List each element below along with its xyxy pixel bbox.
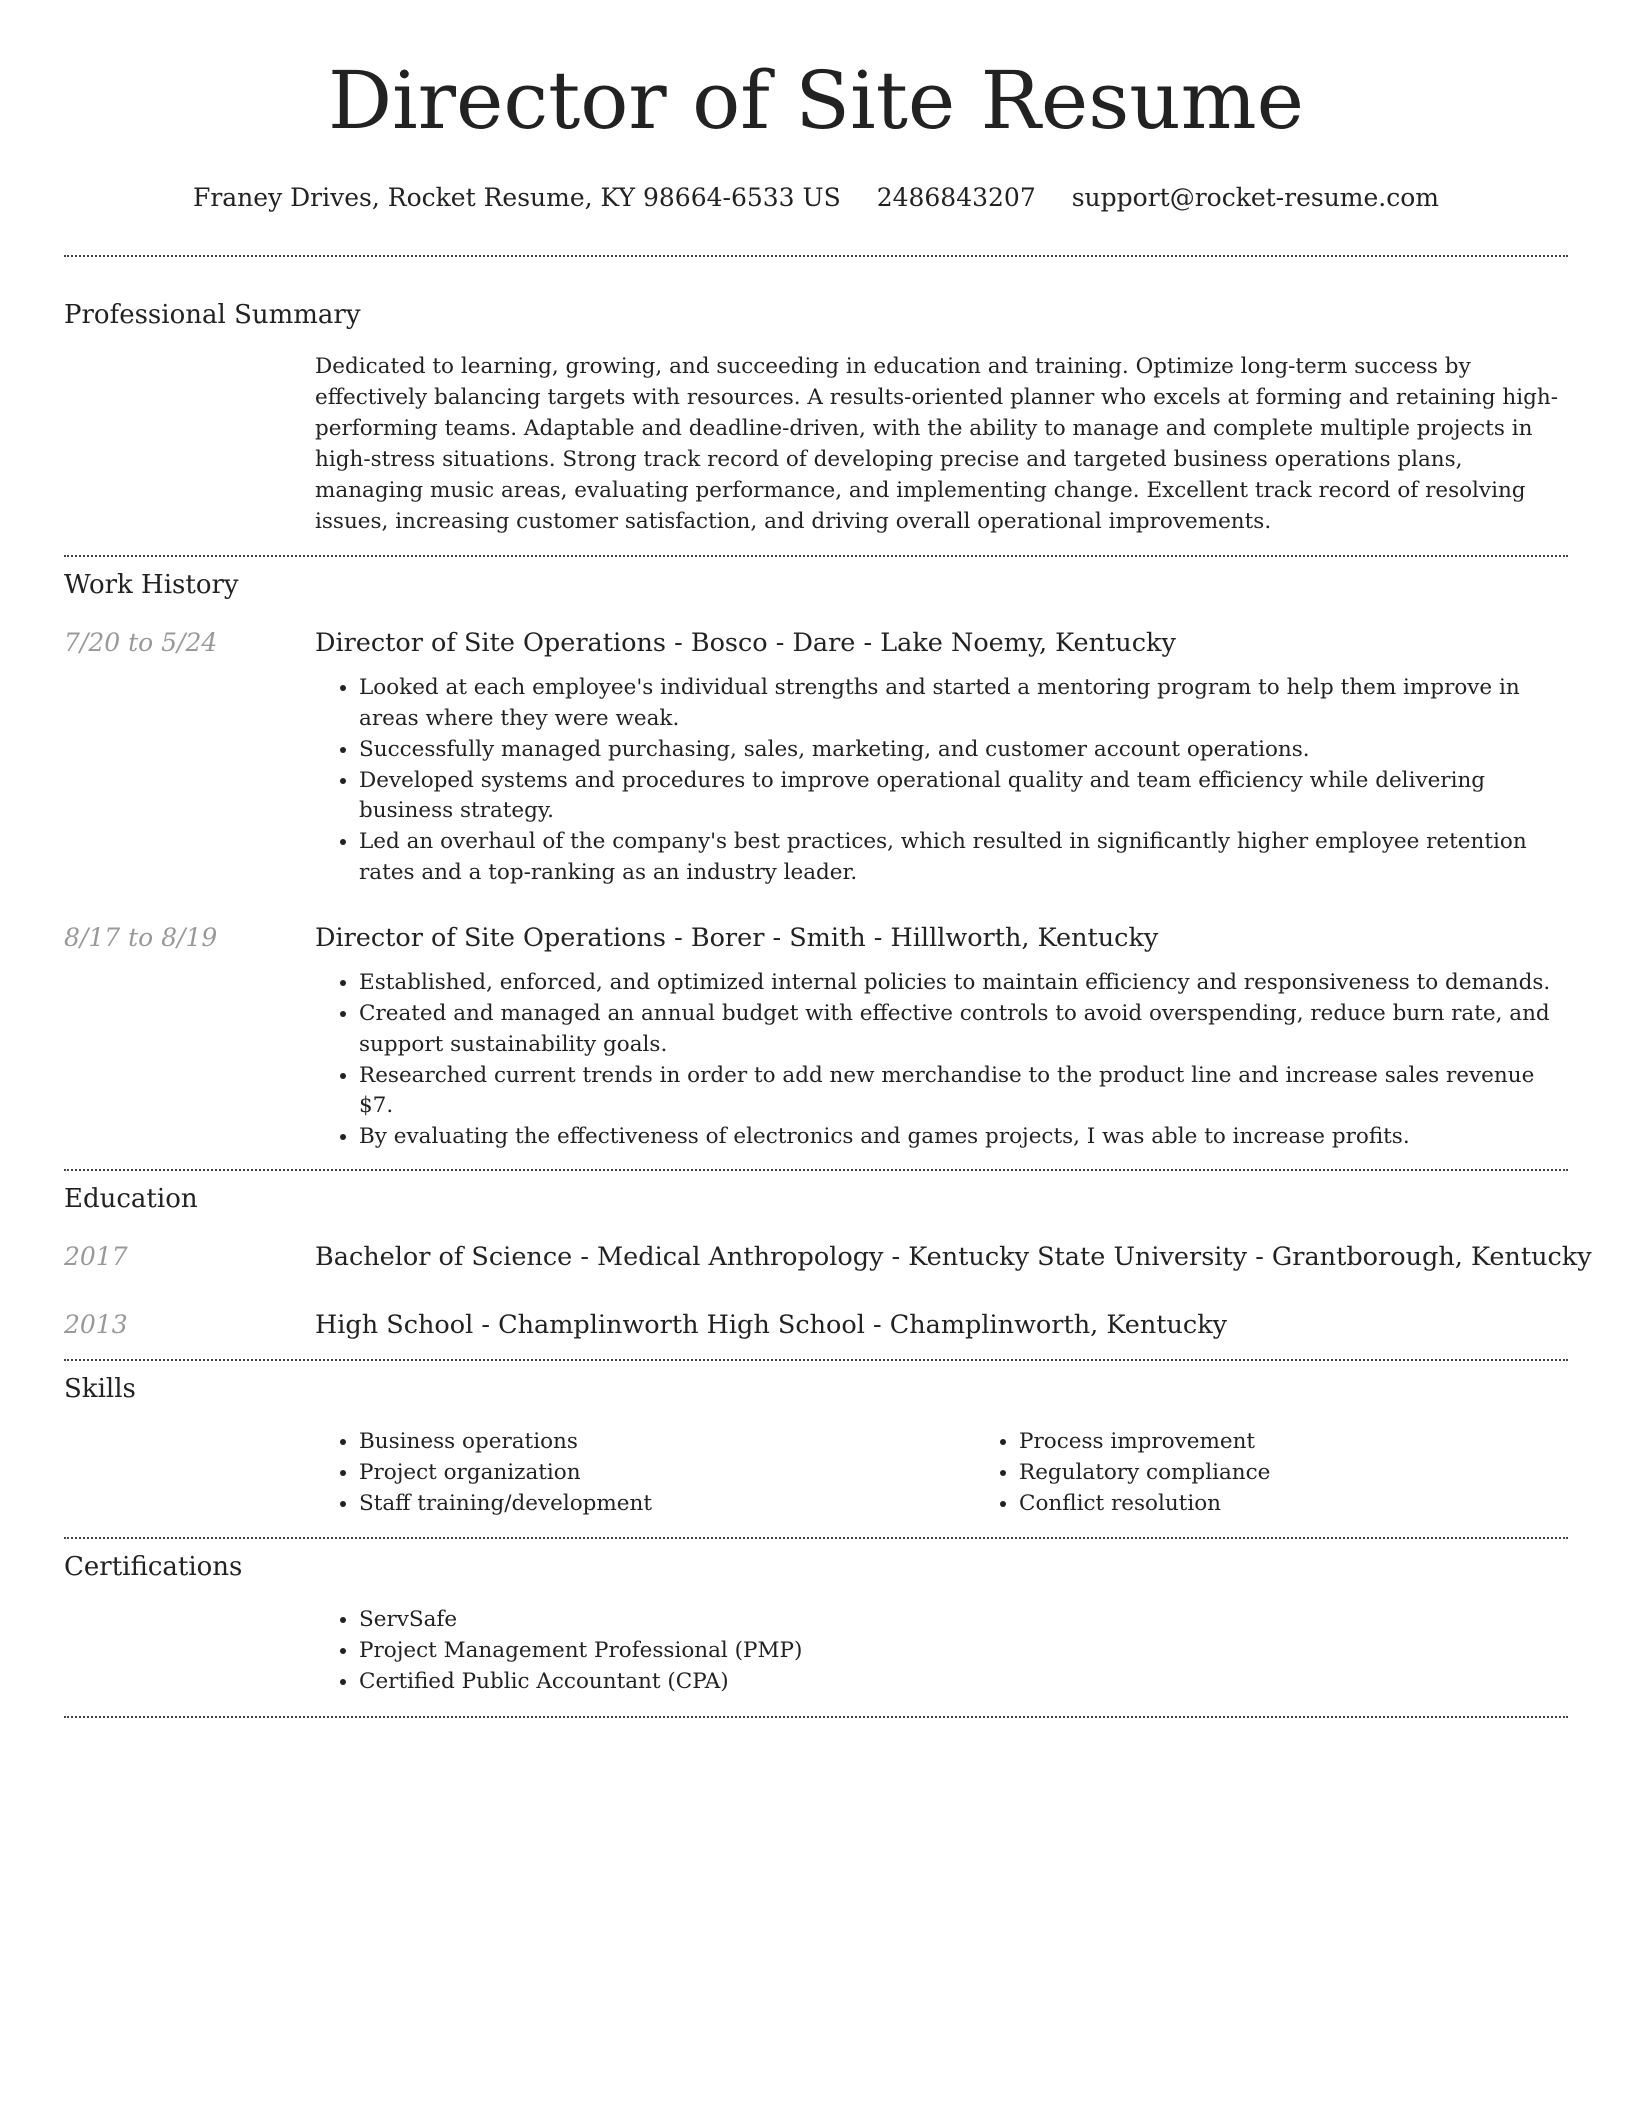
certifications-heading: Certifications: [64, 1552, 243, 1582]
job-details: - Bosco - Dare - Lake Noemy, Kentucky: [666, 628, 1176, 658]
resume-title: Director of Site Resume: [328, 54, 1304, 147]
skills-grid: [315, 1427, 1632, 1520]
education-details: - Kentucky State University - Grantborough, Kentucky: [883, 1241, 1592, 1272]
list-item: • Business operations: [359, 1427, 975, 1458]
list-item: • Established, enforced, and optimized internal policies to maintain efficiency and responsiveness to demands.: [359, 968, 1568, 999]
job-bullets: [315, 968, 1568, 1153]
education-entry: [64, 1307, 1568, 1343]
contact-phone: 2486843207: [876, 183, 1036, 212]
divider: [64, 1359, 1568, 1361]
job-header: [315, 920, 1568, 956]
job-bullets: [315, 673, 1568, 888]
job-entry: [64, 625, 1568, 888]
list-item: • Project Management Professional (PMP): [359, 1636, 1568, 1667]
skills-row: [64, 1427, 1568, 1520]
divider: [64, 1537, 1568, 1539]
list-item: • Conflict resolution: [1019, 1489, 1632, 1520]
education-year: 2013: [64, 1309, 128, 1339]
certifications-list: [315, 1605, 1568, 1698]
divider: [64, 555, 1568, 557]
summary-text: Dedicated to learning, growing, and succeeding in education and training. Optimize long-term success by effectively balancing targets with resources. A results-oriented planner who excels at forming and retaining high-performing teams. Adaptable and deadline-driven, with the ability to manage and complete multiple projects in high-stress situations. Strong track record of developing precise and targeted business operations plans, managing music areas, evaluating performance, and implementing change. Excellent track record of resolving issues, increasing customer satisfaction, and driving overall operational improvements.: [315, 354, 1558, 534]
list-item: • Staff training/development: [359, 1489, 975, 1520]
summary-section: [64, 297, 1568, 537]
education-entry: [64, 1239, 1592, 1275]
contact-line: [64, 180, 1568, 216]
contact-email: support@rocket-resume.com: [1071, 183, 1440, 212]
summary-body: [315, 351, 1568, 537]
job-body: [315, 625, 1568, 888]
job-title: Director of Site Operations: [315, 628, 666, 658]
job-header: [315, 625, 1568, 661]
summary-heading: Professional Summary: [64, 300, 361, 330]
list-item: • Certified Public Accountant (CPA): [359, 1667, 1568, 1698]
job-body: [315, 920, 1568, 1153]
list-item: • Regulatory compliance: [1019, 1458, 1632, 1489]
skills-column-2: [975, 1427, 1632, 1520]
education-line: [315, 1239, 1592, 1275]
job-dates: 7/20 to 5/24: [64, 628, 218, 657]
certifications-section: [64, 1549, 1568, 1698]
work-section: [64, 567, 1568, 1153]
list-item: • Researched current trends in order to add new merchandise to the product line and increase sales revenue $7.: [359, 1061, 1568, 1122]
job-entry: [64, 920, 1568, 1153]
education-degree: High School: [315, 1309, 474, 1340]
work-heading: Work History: [64, 570, 239, 600]
divider: [64, 255, 1568, 257]
skills-section: [64, 1371, 1568, 1520]
contact-address: Franey Drives, Rocket Resume, KY 98664-6533 US: [192, 183, 841, 212]
divider: [64, 1716, 1568, 1718]
skills-heading: Skills: [64, 1373, 136, 1404]
list-item: • By evaluating the effectiveness of electronics and games projects, I was able to increase profits.: [359, 1122, 1568, 1153]
list-item: • Looked at each employee's individual strengths and started a mentoring program to help them improve in areas where they were weak.: [359, 673, 1568, 734]
list-item: • Project organization: [359, 1458, 975, 1489]
job-details: - Borer - Smith - Hilllworth, Kentucky: [666, 923, 1159, 953]
certifications-row: [64, 1605, 1568, 1698]
education-details: - Champlinworth High School - Champlinworth, Kentucky: [473, 1309, 1228, 1340]
divider: [64, 1169, 1568, 1171]
list-item: • Created and managed an annual budget with effective controls to avoid overspending, reduce burn rate, and support sustainability goals.: [359, 999, 1568, 1060]
list-item: • Developed systems and procedures to improve operational quality and team efficiency while delivering business strategy.: [359, 766, 1568, 827]
list-item: • ServSafe: [359, 1605, 1568, 1636]
education-section: [64, 1181, 1592, 1343]
education-degree: Bachelor of Science - Medical Anthropology: [315, 1241, 884, 1272]
certifications-body: [315, 1605, 1568, 1698]
job-title: Director of Site Operations: [315, 923, 666, 953]
skills-column-1: [315, 1427, 975, 1520]
education-heading: Education: [64, 1183, 198, 1214]
education-year: 2017: [64, 1241, 128, 1271]
education-line: [315, 1307, 1568, 1343]
job-dates: 8/17 to 8/19: [64, 923, 218, 952]
list-item: • Led an overhaul of the company's best practices, which resulted in significantly higher employee retention rates and a top-ranking as an industry leader.: [359, 827, 1568, 888]
list-item: • Process improvement: [1019, 1427, 1632, 1458]
summary-row: [64, 351, 1568, 537]
list-item: • Successfully managed purchasing, sales, marketing, and customer account operations.: [359, 735, 1568, 766]
